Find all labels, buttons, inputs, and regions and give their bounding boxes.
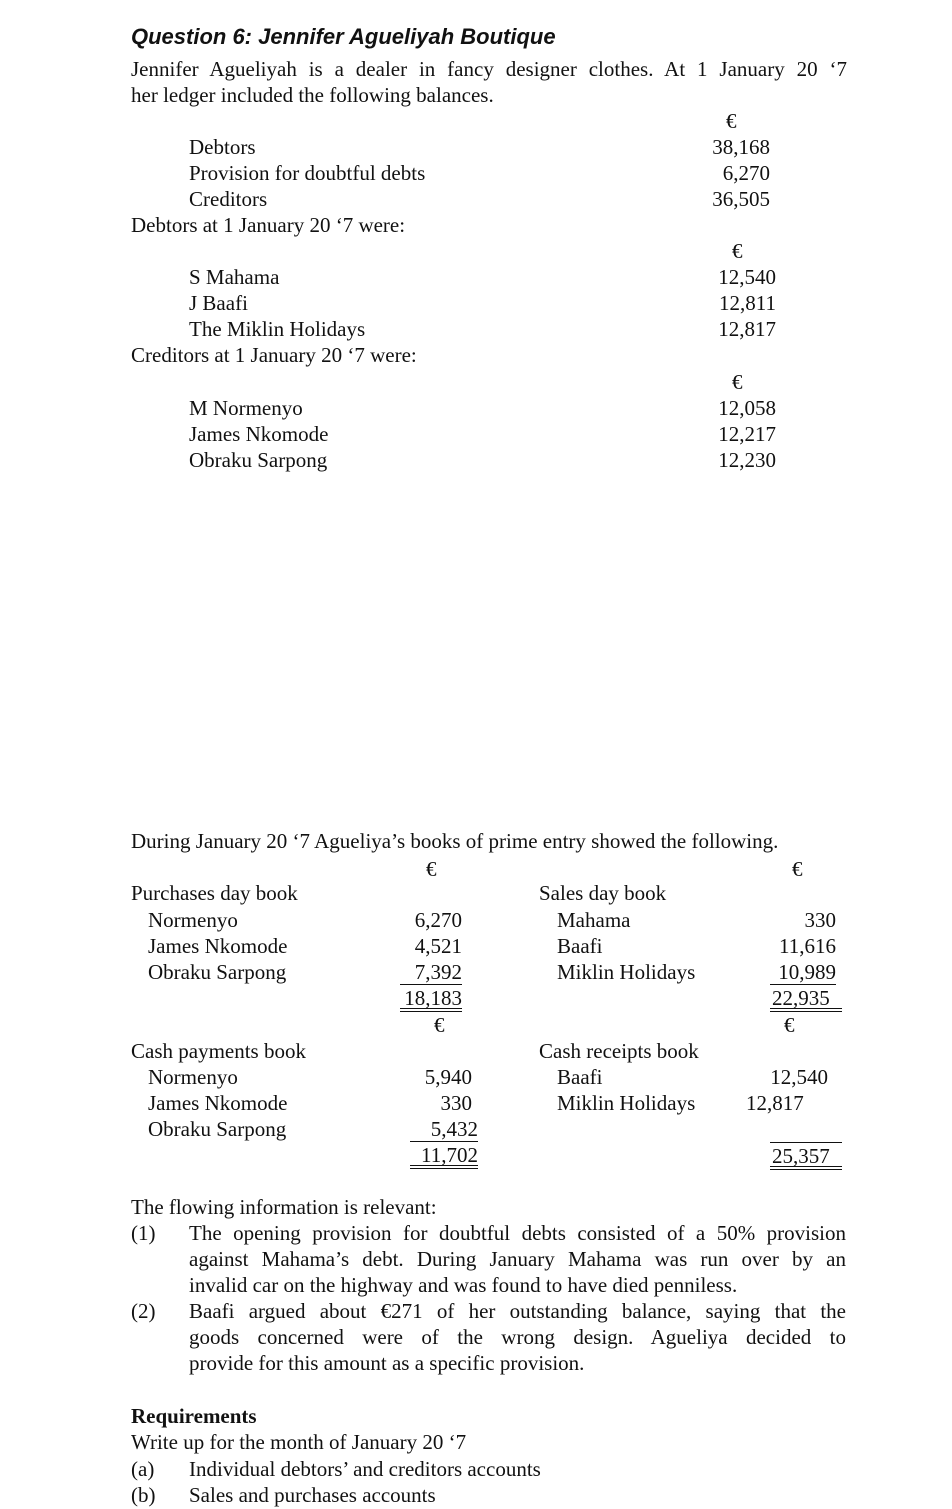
creditor-name: Obraku Sarpong	[189, 448, 328, 472]
cash-payments-book-title: Cash payments book	[131, 1039, 306, 1063]
debtor-balance: 12,540	[718, 265, 776, 289]
cash-receipts-book-title: Cash receipts book	[539, 1039, 699, 1063]
creditor-balance: 12,217	[718, 422, 776, 446]
debtor-name: The Miklin Holidays	[189, 317, 366, 341]
info-item-text	[189, 1298, 846, 1376]
balance-label: Creditors	[189, 187, 268, 211]
info-item-line: provide for this amount as a specific provision.	[189, 1351, 585, 1375]
cash-payments-row-name: Normenyo	[148, 1065, 238, 1089]
intro-line-2: her ledger included the following balances.	[131, 83, 494, 107]
sales-day-book-title: Sales day book	[539, 881, 667, 905]
balance-label: Provision for doubtful debts	[189, 161, 426, 185]
cash-receipts-row-name: Miklin Holidays	[557, 1091, 696, 1115]
sales-row-name: Baafi	[557, 934, 603, 958]
debtor-name: J Baafi	[189, 291, 248, 315]
intro-text	[131, 56, 847, 108]
balance-label: Debtors	[189, 135, 256, 159]
cash-receipts-currency-header: €	[784, 1013, 795, 1037]
info-item-line: Baafi argued about €271 of her outstanding balance, saying that the	[189, 1299, 846, 1323]
sales-row-value: 330	[804, 908, 836, 932]
debtors-heading: Debtors at 1 January 20 ‘7 were:	[131, 213, 406, 237]
sales-total: 22,935	[770, 985, 842, 1012]
info-item-line: The opening provision for doubtful debts consisted of a 50% provision	[189, 1221, 846, 1245]
sales-row-value: 11,616	[779, 934, 836, 958]
purchases-row-name: Normenyo	[148, 908, 238, 932]
cash-payments-row-value: 5,432	[410, 1116, 478, 1142]
purchases-currency-header: €	[426, 857, 437, 881]
creditor-name: James Nkomode	[189, 422, 329, 446]
cash-receipts-row-value: 12,540	[770, 1065, 828, 1089]
info-item-text	[189, 1220, 846, 1298]
sales-row-value: 10,989	[770, 959, 836, 985]
info-item-line: against Mahama’s debt. During January Mahama was run over by an	[189, 1247, 846, 1271]
debtors-currency-header: €	[732, 239, 743, 263]
cash-payments-row-value: 330	[440, 1091, 472, 1115]
creditor-name: M Normenyo	[189, 396, 303, 420]
cash-payments-row-name: Obraku Sarpong	[148, 1117, 287, 1141]
cash-payments-row-value: 5,940	[424, 1065, 472, 1089]
requirement-number: (a)	[131, 1457, 155, 1481]
purchases-row-value: 7,392	[400, 959, 462, 985]
purchases-day-book-title: Purchases day book	[131, 881, 298, 905]
intro-line-1: Jennifer Agueliyah is a dealer in fancy designer clothes. At 1 January 20 ‘7	[131, 57, 847, 81]
requirement-text: Sales and purchases accounts	[189, 1483, 436, 1507]
balance-value: 38,168	[712, 135, 770, 159]
cash-payments-total: 11,702	[410, 1142, 478, 1169]
purchases-row-name: Obraku Sarpong	[148, 960, 287, 984]
creditors-heading: Creditors at 1 January 20 ‘7 were:	[131, 343, 417, 367]
purchases-row-value: 4,521	[414, 934, 462, 958]
cash-receipts-row-name: Baafi	[557, 1065, 603, 1089]
cash-payments-row-name: James Nkomode	[148, 1091, 288, 1115]
purchases-total: 18,183	[400, 985, 462, 1012]
prime-entry-heading: During January 20 ‘7 Agueliya’s books of prime entry showed the following.	[131, 829, 779, 853]
sales-currency-header: €	[792, 857, 803, 881]
page-title: Question 6: Jennifer Agueliyah Boutique	[131, 24, 556, 49]
debtor-balance: 12,811	[719, 291, 776, 315]
info-item-number: (1)	[131, 1221, 156, 1245]
cash-receipts-row-value: 12,817	[746, 1091, 804, 1115]
purchases-row-name: James Nkomode	[148, 934, 288, 958]
debtor-balance: 12,817	[718, 317, 776, 341]
cash-payments-currency-header: €	[434, 1013, 445, 1037]
requirements-intro: Write up for the month of January 20 ‘7	[131, 1430, 467, 1454]
sales-row-name: Mahama	[557, 908, 631, 932]
requirements-heading: Requirements	[131, 1404, 257, 1428]
requirement-number: (b)	[131, 1483, 156, 1507]
info-heading: The flowing information is relevant:	[131, 1195, 437, 1219]
creditor-balance: 12,058	[718, 396, 776, 420]
creditors-currency-header: €	[732, 370, 743, 394]
debtor-name: S Mahama	[189, 265, 280, 289]
requirement-text: Individual debtors’ and creditors accounts	[189, 1457, 541, 1481]
balance-value: 6,270	[722, 161, 770, 185]
balances-currency-header: €	[726, 109, 737, 133]
creditor-balance: 12,230	[718, 448, 776, 472]
info-item-line: invalid car on the highway and was found to have died penniless.	[189, 1273, 738, 1297]
sales-row-name: Miklin Holidays	[557, 960, 696, 984]
info-item-line: goods concerned were of the wrong design. Agueliya decided to	[189, 1325, 846, 1349]
purchases-row-value: 6,270	[414, 908, 462, 932]
cash-receipts-total: 25,357	[770, 1142, 842, 1170]
balance-value: 36,505	[712, 187, 770, 211]
info-item-number: (2)	[131, 1299, 156, 1323]
